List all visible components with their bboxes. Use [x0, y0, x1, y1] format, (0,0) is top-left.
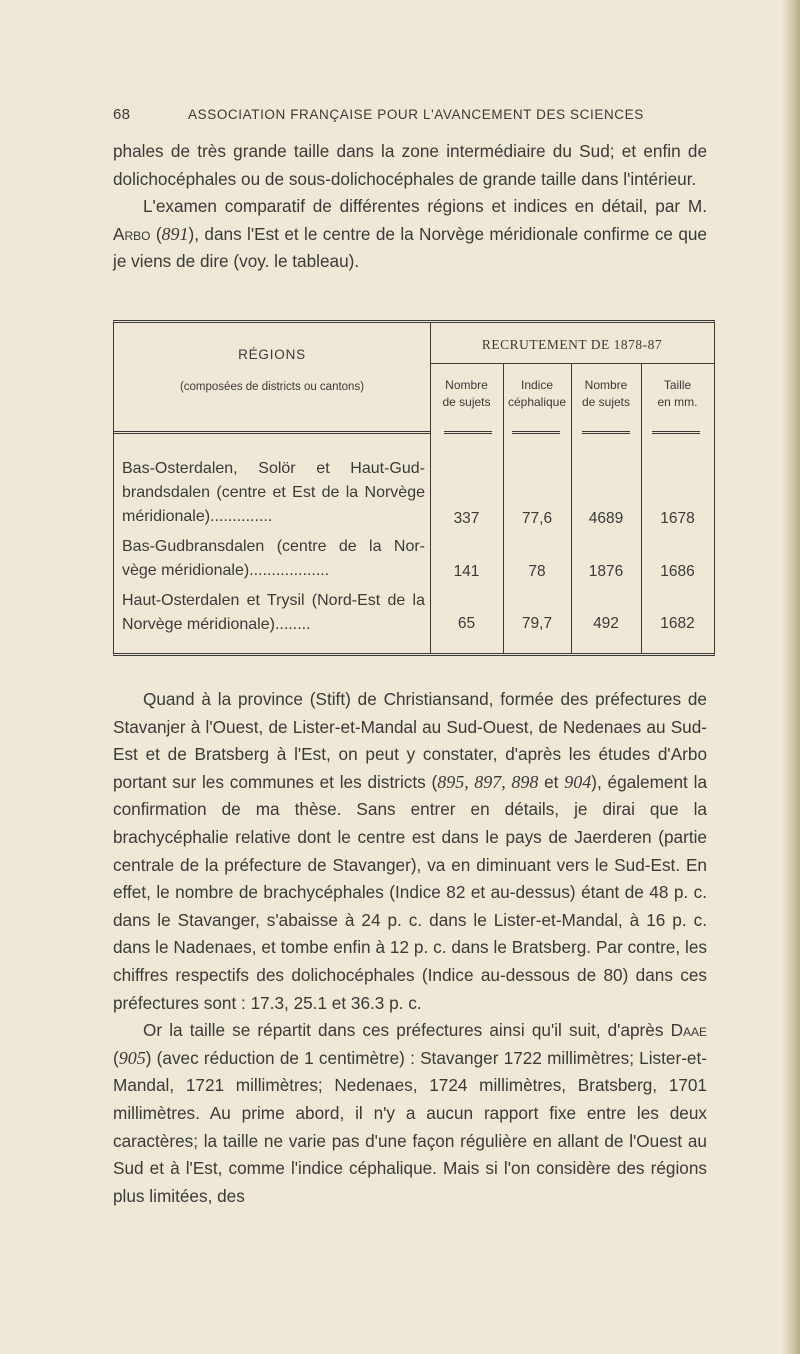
table-row-region: Bas-Osterdalen, Solör et Haut-Gud-brandsdalen (centre et Est de la Norvège méridionale)..............	[122, 460, 425, 525]
table-row-region: Bas-Gudbransdalen (centre de la Nor-vège méridionale)..................	[122, 538, 425, 579]
table-cell: 4689	[588, 510, 624, 527]
table-cell: 337	[453, 510, 480, 527]
author-name: Daae	[670, 1020, 708, 1041]
table-cell: 65	[457, 615, 476, 632]
reference-numbers: 895, 897, 898	[437, 771, 539, 792]
running-title: ASSOCIATION FRANÇAISE POUR L'AVANCEMENT DES SCIENCES	[188, 107, 644, 122]
page-number: 68	[113, 106, 131, 123]
reference-number: 891	[161, 223, 189, 244]
col-header-1: Nombre de sujets	[442, 378, 491, 409]
body-text	[113, 686, 707, 1210]
table-cell: 1876	[588, 563, 624, 580]
reference-number: 905	[118, 1047, 146, 1068]
regions-header: RÉGIONS	[238, 347, 306, 362]
intro-text	[113, 138, 707, 276]
table-cell: 1686	[660, 563, 695, 580]
reference-number: 904	[564, 771, 592, 792]
col-header-2: Indice céphalique	[507, 378, 567, 409]
col-header-3: Nombre de sujets	[581, 378, 631, 409]
running-head	[113, 106, 703, 128]
group-header: RECRUTEMENT DE 1878-87	[481, 337, 663, 352]
table-cell: 141	[453, 563, 480, 580]
regions-subheader: (composées de districts ou cantons)	[179, 381, 365, 393]
table-row-region: Haut-Osterdalen et Trysil (Nord-Est de la Norvège méridionale)........	[122, 592, 425, 633]
author-name: Arbo	[113, 223, 151, 244]
table-cell: 78	[528, 563, 546, 580]
table-cell: 79,7	[521, 615, 553, 632]
page-edge-shadow	[782, 0, 800, 1354]
col-header-4: Taille en mm.	[657, 378, 698, 409]
table-cell: 1678	[660, 510, 695, 527]
paragraph-3: Quand à la province (Stift) de Christiansand, formée des préfectures de Stavanjer à l'Ouest, de Lister-et-Mandal au Sud-Ouest, de Nedenaes au Sud-Est et de Bratsberg à l'Est, on peut y constater, d'après les études d'Arbo portant sur les communes et les districts (895, 897, 898 et 904), également la confirmation de ma thèse. Sans entrer en détails, je dirai que la brachycéphalie relative dont le centre est dans le pays de Jaerderen (partie centrale de la préfecture de Stavanger), va en diminuant vers le Sud-Est. En effet, le nombre de brachycéphales (Indice 82 et au-dessus) étant de 48 p. c. dans le Stavanger, s'abaisse à 24 p. c. dans le Lister-et-Mandal, à 16 p. c. dans le Nadenaes, et tombe enfin à 12 p. c. dans le Bratsberg. Par contre, les chiffres respectifs des dolichocéphales (Indice au-dessous de 80) dans ces préfectures sont : 17.3, 25.1 et 36.3 p. c.	[113, 689, 707, 1013]
table-cell: 492	[593, 615, 619, 632]
paragraph-2: L'examen comparatif de différentes régions et indices en détail, par M. Arbo (891), dans l'Est et le centre de la Norvège méridionale confirme ce que je viens de dire (voy. le tableau).	[113, 196, 707, 272]
data-table	[113, 320, 715, 656]
table-cell: 77,6	[521, 510, 553, 527]
table-cell: 1682	[660, 615, 695, 632]
paragraph-4: Or la taille se répartit dans ces préfectures ainsi qu'il suit, d'après Daae (905) (avec réduction de 1 centimètre) : Stavanger 1722 millimètres; Lister-et-Mandal, 1721 millimètres; Nedenaes, 1724 millimètres, Bratsberg, 1701 millimètres. Au prime abord, il n'y a aucun rapport fixe entre les deux caractères; la taille ne varie pas d'une façon régulière en allant de l'Ouest au Sud et à l'Est, comme l'indice céphalique. Mais si l'on considère des régions plus limitées, des	[113, 1020, 708, 1206]
paragraph-1: phales de très grande taille dans la zone intermédiaire du Sud; et enfin de dolichocéphales ou de sous-dolichocéphales de grande taille dans l'intérieur.	[113, 141, 707, 189]
